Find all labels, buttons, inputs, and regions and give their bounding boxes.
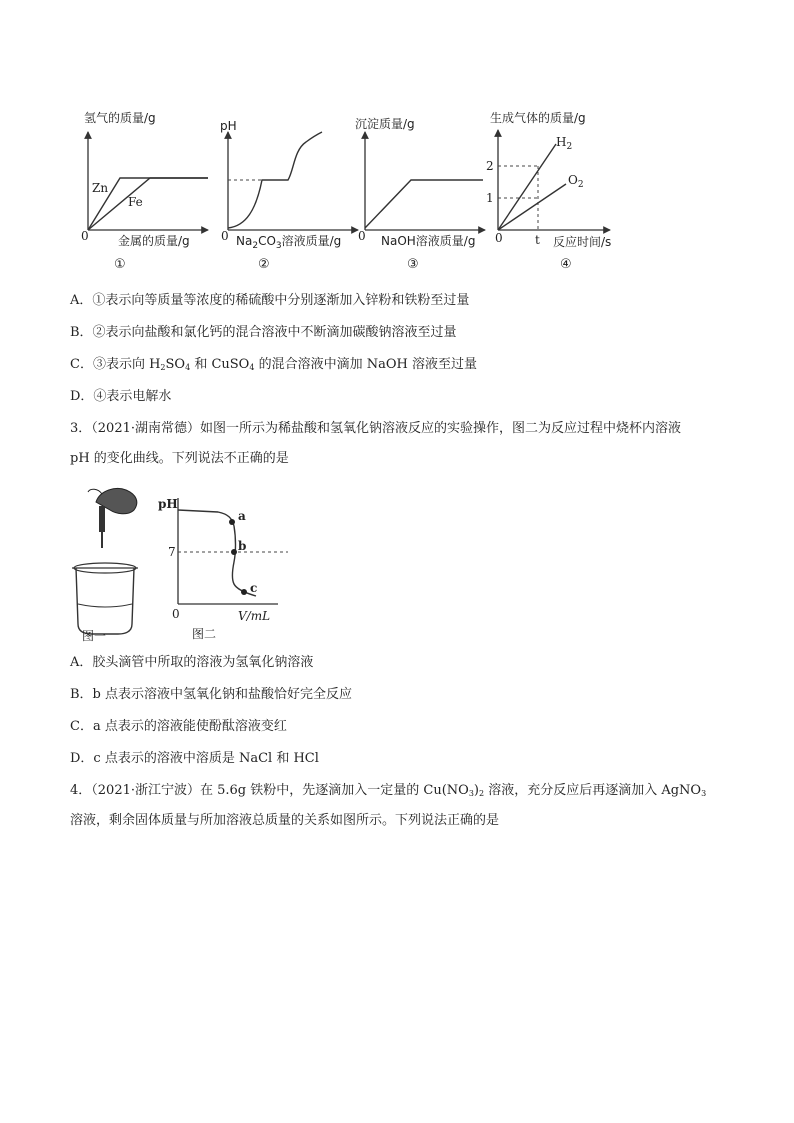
fig1-caption: 图一 [82,629,107,643]
q3-option-a: A．胶头滴管中所取的溶液为氢氧化钠溶液 [70,655,314,670]
q3-stem-line1: 3．（2021·湖南常德）如图一所示为稀盐酸和氢氧化钠溶液反应的实验操作，图二为反应过程中烧杯内溶液 [70,421,681,436]
q3-stem-line2: pH 的变化曲线。下列说法不正确的是 [70,451,289,466]
point-c-label: c [250,581,258,595]
graph-1-svg [78,110,208,275]
h2-label: $H_2$ [556,135,573,152]
tick-1: 1 [486,191,494,205]
fe-label: Fe [128,195,143,209]
graph-4-xlabel: 反应时间/s [553,235,612,249]
fig2-ylabel: pH [158,497,178,511]
graph-3-index: ③ [407,257,419,272]
graph-3-xlabel: NaOH溶液质量/g [381,234,476,248]
q3-option-b: B．b 点表示溶液中氢氧化钠和盐酸恰好完全反应 [70,687,353,702]
graph-1-index: ① [114,257,126,272]
graph-3-origin: 0 [358,229,366,243]
q3-figure-2-svg [158,488,298,642]
o2-line [498,184,566,230]
q2-option-a: A．①表示向等质量等浓度的稀硫酸中分别逐渐加入锌粉和铁粉至过量 [70,293,470,308]
q3-figure-1 [68,484,158,642]
graph-2 [218,110,358,275]
graph-2-origin: 0 [221,229,229,243]
graph-1-xlabel: 金属的质量/g [118,234,190,248]
beaker-liquid [78,604,132,607]
graph-4-ylabel: 生成气体的质量/g [490,111,586,125]
graph-4-svg [478,108,628,275]
graph-2-xlabel: $Na_2CO_3$溶液质量/g [236,234,342,251]
graph-2-svg [218,110,358,275]
q3-figure-2 [158,488,298,642]
q3-option-c: C．a 点表示的溶液能使酚酞溶液变红 [70,719,287,734]
fig2-tick7: 7 [168,545,176,559]
o2-label: $O_2$ [568,173,584,190]
tick-2: 2 [486,159,494,173]
point-a-label: a [238,509,246,523]
graph-2-index: ② [258,257,270,272]
point-a [229,519,235,525]
point-b [231,549,237,555]
q2-option-b: B．②表示向盐酸和氯化钙的混合溶液中不断滴加碳酸钠溶液至过量 [70,325,457,340]
graph-4 [478,108,628,275]
dropper-bulb-icon [99,506,105,532]
point-c [241,589,247,595]
graph-3-svg [355,110,495,275]
q2-option-d: D．④表示电解水 [70,389,172,404]
tick-t: t [535,233,540,247]
fig2-xlabel: V/mL [238,609,271,623]
graph-2-ylabel: pH [220,119,237,133]
graph-3-ylabel: 沉淀质量/g [355,117,415,131]
finger-icon [88,489,102,494]
graph-4-index: ④ [560,257,572,272]
zn-label: Zn [92,181,109,195]
beaker-icon [76,568,134,634]
point-b-label: b [238,539,247,553]
graph-1-origin: 0 [81,229,89,243]
graph-4-origin: 0 [495,231,503,245]
q4-stem-line1: 4．（2021·浙江宁波）在 5.6g 铁粉中，先逐滴加入一定量的 $Cu(NO_3)_2$ 溶液，充分反应后再逐滴加入 AgNO$_3$ [70,783,707,798]
graph-1-ylabel: 氢气的质量/g [84,111,156,125]
q4-stem-line2: 溶液，剩余固体质量与所加溶液总质量的关系如图所示。下列说法正确的是 [70,813,500,828]
q3-option-d: D．c 点表示的溶液中溶质是 NaCl 和 HCl [70,751,319,766]
graph-1 [78,110,208,275]
graph-3 [355,110,495,275]
fig2-origin: 0 [172,607,180,621]
q3-figure-1-svg [68,484,158,642]
q2-option-c: C．③表示向 $H_2SO_4$ 和 CuSO$_4$ 的混合溶液中滴加 NaOH 溶液至过量 [70,357,477,372]
precipitate-line [365,180,483,228]
h2-line [498,144,556,230]
fig2-caption: 图二 [192,627,217,641]
